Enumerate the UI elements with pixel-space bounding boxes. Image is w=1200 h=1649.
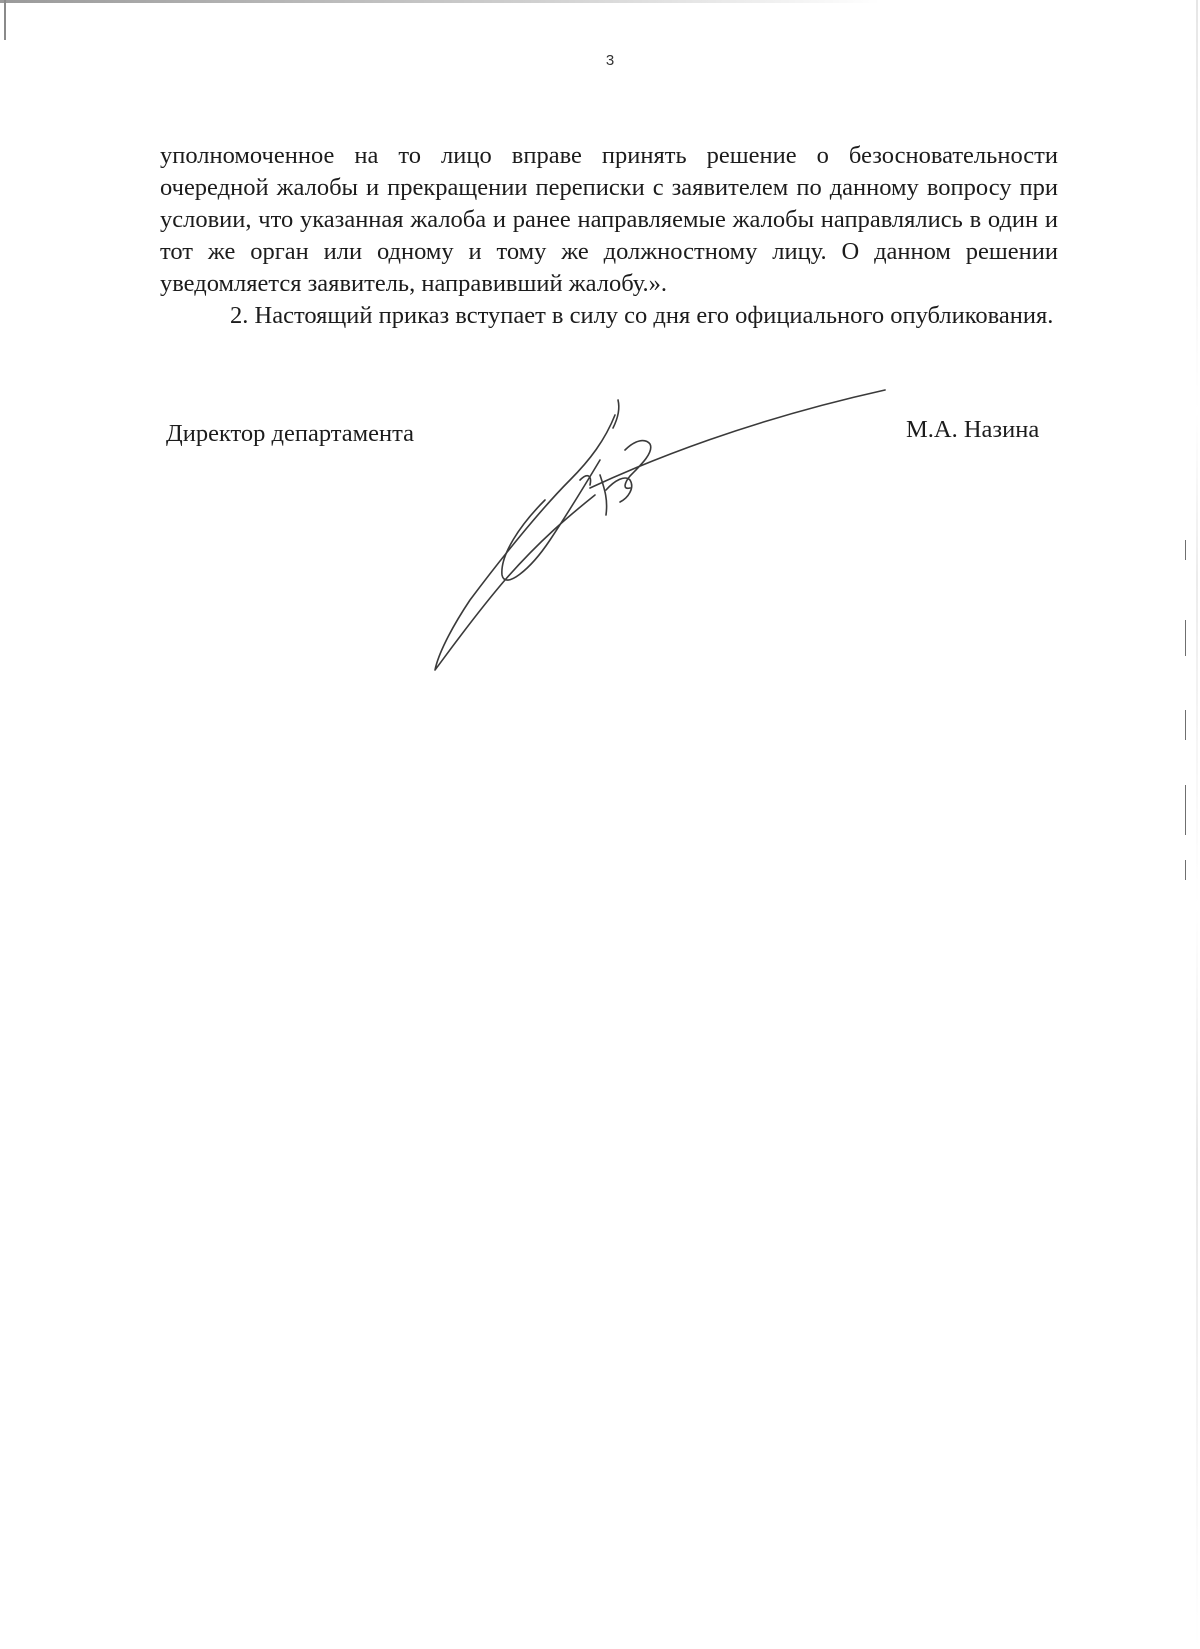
paragraph-continuation: уполномоченное на то лицо вправе принять решение о безосновательности очередной жалобы и прекращении переписки с заявителем по данному вопросу при условии, что указанная жалоба и ранее направляемые жалобы направлялись в один и тот же орган или одному и тому же должностному лицу. О данном решении уведомляется заявитель, направивший жалобу.». (160, 142, 1058, 297)
scan-edge-left (4, 0, 6, 40)
handwritten-signature (430, 380, 890, 680)
document-body (160, 140, 1058, 332)
scan-mark (1185, 620, 1186, 656)
scan-edge-right (1196, 0, 1198, 1649)
signatory-name: М.А. Назина (906, 416, 1040, 443)
signatory-title: Директор департамента (166, 420, 415, 447)
scan-mark (1185, 785, 1186, 835)
paragraph-2: 2. Настоящий приказ вступает в силу со дня его официального опубликования. (230, 302, 1054, 329)
page-number: 3 (605, 52, 615, 69)
scan-edge-top (0, 0, 880, 3)
scan-mark (1185, 860, 1186, 880)
scan-mark (1185, 710, 1186, 740)
scan-mark (1185, 540, 1186, 560)
